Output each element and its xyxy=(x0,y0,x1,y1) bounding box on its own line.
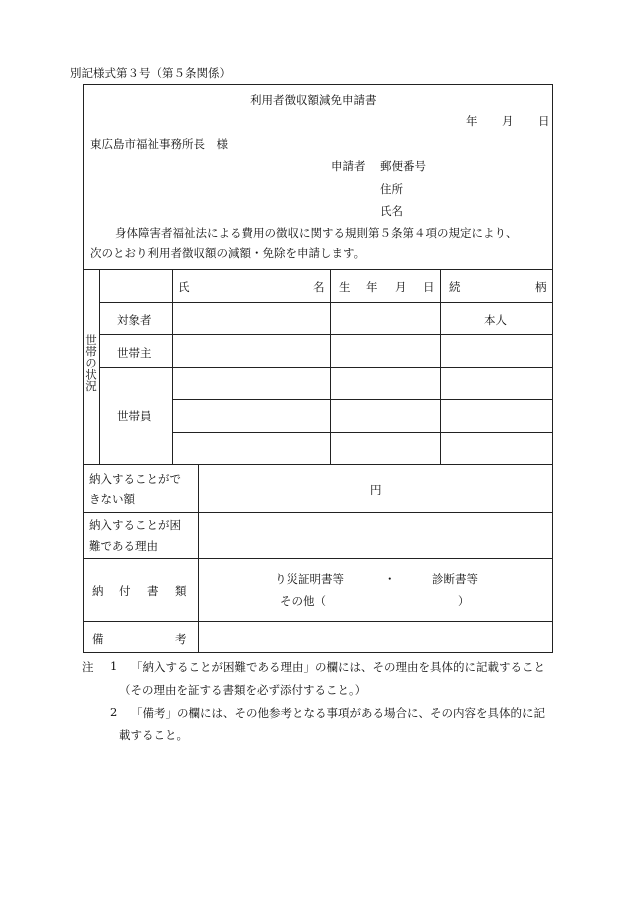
col-dob-char-3: 月 xyxy=(395,280,407,294)
divider xyxy=(172,399,553,400)
option-disaster-certificate: り災証明書等 xyxy=(275,572,344,586)
col-name-char-1: 氏 xyxy=(178,280,190,294)
yen-unit: 円 xyxy=(370,483,382,497)
note-1-line-1: 「納入することが困難である理由」の欄には、その理由を具体的に記載すること xyxy=(131,660,545,674)
documents-label-char-1: 納 xyxy=(92,584,104,598)
unpayable-amount-label-1: 納入することがで xyxy=(89,472,181,486)
note-2-number: 2 xyxy=(110,705,118,719)
col-dob-char-4: 日 xyxy=(423,280,435,294)
option-other: その他（ xyxy=(280,594,326,608)
remarks-label-char-2: 考 xyxy=(175,632,187,646)
divider xyxy=(83,558,553,559)
col-dob-char-1: 生 xyxy=(339,280,351,294)
notes-prefix: 注 xyxy=(82,660,94,674)
row-subject-label: 対象者 xyxy=(117,313,152,327)
col-name-char-2: 名 xyxy=(313,280,325,294)
note-1-number: 1 xyxy=(110,659,118,673)
divider xyxy=(99,302,553,303)
row-household-head-label: 世帯主 xyxy=(117,346,152,360)
date-day-label: 日 xyxy=(538,114,550,128)
form-heading: 利用者徴収額減免申請書 xyxy=(250,93,377,107)
note-1-line-2: （その理由を証する書類を必ず添付すること。） xyxy=(119,683,367,697)
address-label: 住所 xyxy=(380,182,403,196)
option-separator: ・ xyxy=(384,572,396,586)
divider xyxy=(99,367,553,368)
date-month-label: 月 xyxy=(502,114,514,128)
statement-line-1: 身体障害者福祉法による費用の徴収に関する規則第５条第４項の規定により、 xyxy=(115,226,518,240)
reason-label-2: 難である理由 xyxy=(89,539,158,553)
statement-line-2: 次のとおり利用者徴収額の減額・免除を申請します。 xyxy=(90,246,366,260)
unpayable-amount-label-2: きない額 xyxy=(89,492,135,506)
option-medical-certificate: 診断書等 xyxy=(432,572,478,586)
col-relation-char-2: 柄 xyxy=(535,280,547,294)
date-year-label: 年 xyxy=(466,114,478,128)
divider xyxy=(172,432,553,433)
row-household-members-label: 世帯員 xyxy=(117,409,152,423)
recipient: 東広島市福祉事務所長 様 xyxy=(90,137,228,151)
documents-label-char-4: 類 xyxy=(175,584,187,598)
divider xyxy=(99,334,553,335)
divider xyxy=(83,269,553,270)
note-2-line-2: 載すること。 xyxy=(119,728,188,742)
reason-label-1: 納入することが困 xyxy=(89,518,181,532)
postal-code-label: 郵便番号 xyxy=(380,159,426,173)
divider xyxy=(83,464,553,465)
col-relation-char-1: 続 xyxy=(449,280,461,294)
documents-label-char-2: 付 xyxy=(119,584,131,598)
subject-relation-value: 本人 xyxy=(484,313,507,327)
note-2-line-1: 「備考」の欄には、その他参考となる事項がある場合に、その内容を具体的に記 xyxy=(131,706,545,720)
option-other-close: ） xyxy=(458,594,470,608)
divider xyxy=(83,621,553,622)
divider xyxy=(83,512,553,513)
name-label: 氏名 xyxy=(380,204,403,218)
remarks-label-char-1: 備 xyxy=(92,632,104,646)
col-dob-char-2: 年 xyxy=(366,280,378,294)
documents-label-char-3: 書 xyxy=(147,584,159,598)
household-status-label: 世帯の状況 xyxy=(84,334,98,392)
application-form-frame xyxy=(83,84,553,653)
applicant-label: 申請者 xyxy=(331,159,366,173)
form-number: 別記様式第３号（第５条関係） xyxy=(70,66,231,80)
